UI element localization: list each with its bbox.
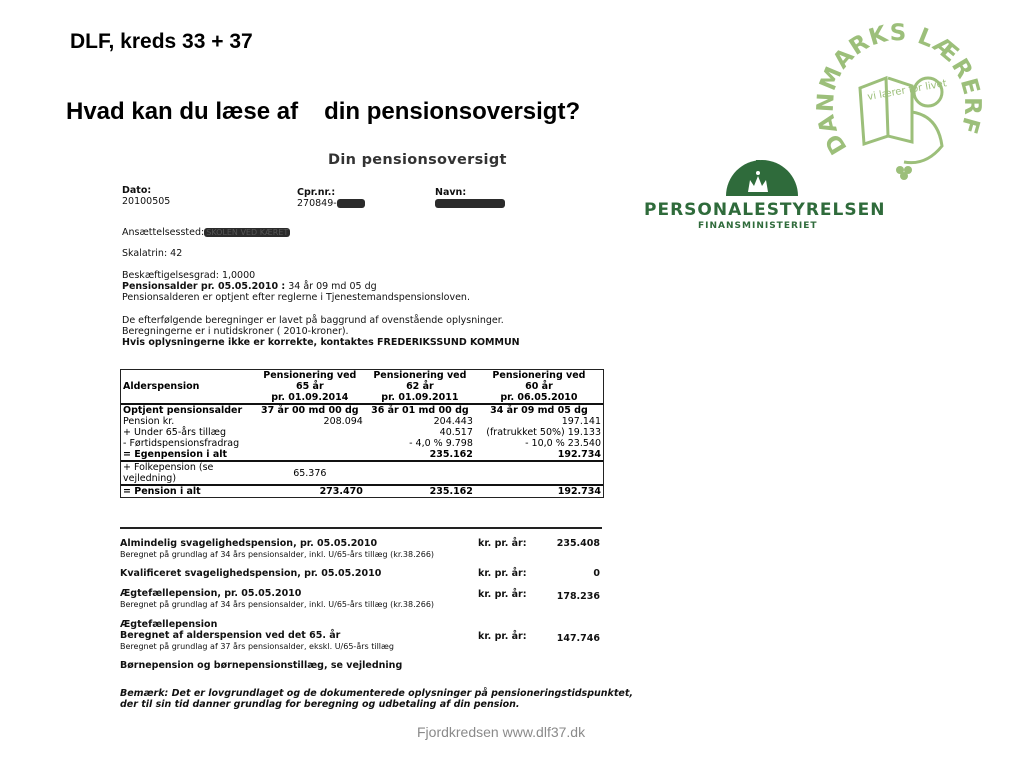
svage-amount: 235.408	[556, 538, 600, 549]
title-part1: Hvad kan du læse af	[66, 98, 299, 125]
doc-heading: Din pensionsoversigt	[328, 152, 507, 168]
total-62: 235.162	[429, 486, 473, 497]
navn-block	[435, 187, 505, 209]
boern-line: Børnepension og børnepensionstillæg, se vejledning	[120, 660, 403, 671]
table-row-optjent	[121, 404, 603, 416]
navn-label: Navn:	[435, 187, 467, 198]
dlf-ring-text: DANMARKS LÆRERF	[812, 20, 984, 159]
row-egen-v2: 235.162	[429, 449, 473, 460]
aegt2-title-1: Ægtefællepension	[120, 619, 218, 630]
optjent-label: Optjent pensionsalder	[123, 405, 243, 416]
row-pension-v3: 197.141	[561, 416, 601, 427]
bemaerk-line1: Bemærk: Det er lovgrundlaget og de dokumenterede oplysninger på pensioneringstidspunktet,	[120, 688, 633, 699]
navn-redaction	[435, 199, 505, 208]
table-row	[121, 416, 603, 427]
dato-value: 20100505	[122, 196, 171, 207]
beskaeft: Beskæftigelsesgrad: 1,0000	[122, 270, 256, 281]
col3-head-3: pr. 06.05.2010	[500, 392, 578, 403]
svage-sub: Beregnet på grundlag af 34 års pensionsalder, inkl. U/65-års tillæg (kr.38.266)	[120, 550, 435, 559]
aegt-sub: Beregnet på grundlag af 34 års pensionsalder, inkl. U/65-års tillæg (kr.38.266)	[120, 600, 435, 609]
pensionsalder-value: 34 år 09 md 05 dg	[288, 281, 377, 292]
pension-table	[120, 369, 604, 498]
cpr-redaction	[337, 199, 365, 208]
aegt2-krpraar: kr. pr. år:	[478, 631, 527, 642]
skalatrin: Skalatrin: 42	[122, 248, 183, 259]
optjent-62: 36 år 01 md 00 dg	[371, 405, 469, 416]
efterf-line1: De efterfølgende beregninger er lavet på baggrund af ovenstående oplysninger.	[122, 315, 504, 326]
row-fradrag-v1	[255, 438, 365, 449]
dato-block	[122, 185, 170, 207]
slide-header: DLF, kreds 33 + 37	[70, 30, 253, 53]
table-row	[121, 485, 603, 497]
ansat-label: Ansættelsessted:	[122, 227, 205, 238]
other-pensions	[120, 538, 610, 688]
aegt-amount: 178.236	[556, 591, 600, 602]
ansat-line	[122, 227, 290, 238]
aegt-krpraar: kr. pr. år:	[478, 589, 527, 600]
total-65: 273.470	[319, 486, 363, 497]
svage-title: Almindelig svagelighedspension, pr. 05.05.2010	[120, 538, 378, 549]
aegt2-title-2: Beregnet af alderspension ved det 65. år	[120, 630, 341, 641]
personalestyrelsen-logo	[640, 158, 886, 238]
dlf-book-text: vi lærer for livet	[866, 78, 948, 103]
cpr-block	[297, 187, 365, 209]
folke-label-1: + Folkepension (se	[123, 462, 214, 473]
row-tillaeg-v1	[255, 427, 365, 438]
col1-head-1: Pensionering ved	[263, 370, 357, 381]
dato-label: Dato:	[122, 185, 152, 196]
kval-krpraar: kr. pr. år:	[478, 568, 527, 579]
row-egen-label: = Egenpension i alt	[123, 449, 228, 460]
aegt2-amount: 147.746	[556, 633, 600, 644]
row-pension-v1: 208.094	[323, 416, 363, 427]
kval-amount: 0	[593, 568, 600, 579]
ps-name: PERSONALESTYRELSEN	[644, 200, 886, 220]
table-head-label: Alderspension	[123, 381, 200, 392]
col2-head-1: Pensionering ved	[373, 370, 467, 381]
cpr-value: 270849-	[297, 198, 337, 209]
beregning-note	[122, 315, 520, 348]
row-tillaeg-v3: (fratrukket 50%) 19.133	[486, 427, 601, 438]
efterf-line2: Beregningerne er i nutidskroner ( 2010-kroner).	[122, 326, 349, 337]
slide-title	[66, 98, 580, 126]
table-row	[121, 427, 603, 438]
bemaerk	[120, 688, 633, 710]
folke-v1: 65.376	[293, 467, 327, 479]
pensionsalder-note: Pensionsalderen er optjent efter reglerne i Tjenestemandspensionsloven.	[122, 292, 470, 303]
total-60: 192.734	[557, 486, 601, 497]
folke-label-2: vejledning)	[123, 473, 177, 484]
col1-head-2: 65 år	[296, 381, 324, 392]
section-divider	[120, 527, 602, 529]
col2-head-2: 62 år	[406, 381, 434, 392]
row-pension-v2: 204.443	[433, 416, 473, 427]
optjent-65: 37 år 00 md 00 dg	[261, 405, 359, 416]
kontakt-line: Hvis oplysningerne ikke er korrekte, kontaktes FREDERIKSSUND KOMMUN	[122, 337, 520, 348]
pensionsalder-label: Pensionsalder pr. 05.05.2010 :	[122, 281, 286, 292]
row-egen-v3: 192.734	[557, 449, 601, 460]
row-tillaeg-label: + Under 65-års tillæg	[123, 427, 226, 438]
pensionsalder-block	[122, 270, 470, 303]
slide-footer: Fjordkredsen www.dlf37.dk	[417, 724, 586, 740]
cpr-label: Cpr.nr.:	[297, 187, 336, 198]
ps-sub: FINANSMINISTERIET	[698, 221, 818, 231]
ansat-redaction: SKOLEN VED KÆRET	[206, 228, 289, 237]
row-fradrag-label: - Førtidspensionsfradrag	[123, 438, 240, 449]
aegt-title: Ægtefællepension, pr. 05.05.2010	[120, 588, 302, 599]
aegt2-sub: Beregnet på grundlag af 37 års pensionsalder, ekskl. U/65-års tillæg	[120, 642, 394, 651]
row-tillaeg-v2: 40.517	[439, 427, 473, 438]
col2-head-3: pr. 01.09.2011	[381, 392, 459, 403]
table-row	[121, 438, 603, 449]
optjent-60: 34 år 09 md 05 dg	[490, 405, 588, 416]
total-label: = Pension i alt	[123, 486, 201, 497]
kval-title: Kvalificeret svagelighedspension, pr. 05.05.2010	[120, 568, 382, 579]
table-row	[121, 461, 603, 485]
svage-krpraar: kr. pr. år:	[478, 538, 527, 549]
col3-head-2: 60 år	[525, 381, 553, 392]
table-row	[121, 449, 603, 461]
row-pension-label: Pension kr.	[123, 416, 175, 427]
bemaerk-line2: der til sin tid danner grundlag for beregning og udbetaling af din pension.	[120, 699, 520, 710]
title-part2: din pensionsoversigt?	[324, 98, 581, 125]
row-fradrag-v2: - 4,0 % 9.798	[409, 438, 473, 449]
col1-head-3: pr. 01.09.2014	[271, 392, 349, 403]
row-fradrag-v3: - 10,0 % 23.540	[525, 438, 601, 449]
col3-head-1: Pensionering ved	[492, 370, 586, 381]
